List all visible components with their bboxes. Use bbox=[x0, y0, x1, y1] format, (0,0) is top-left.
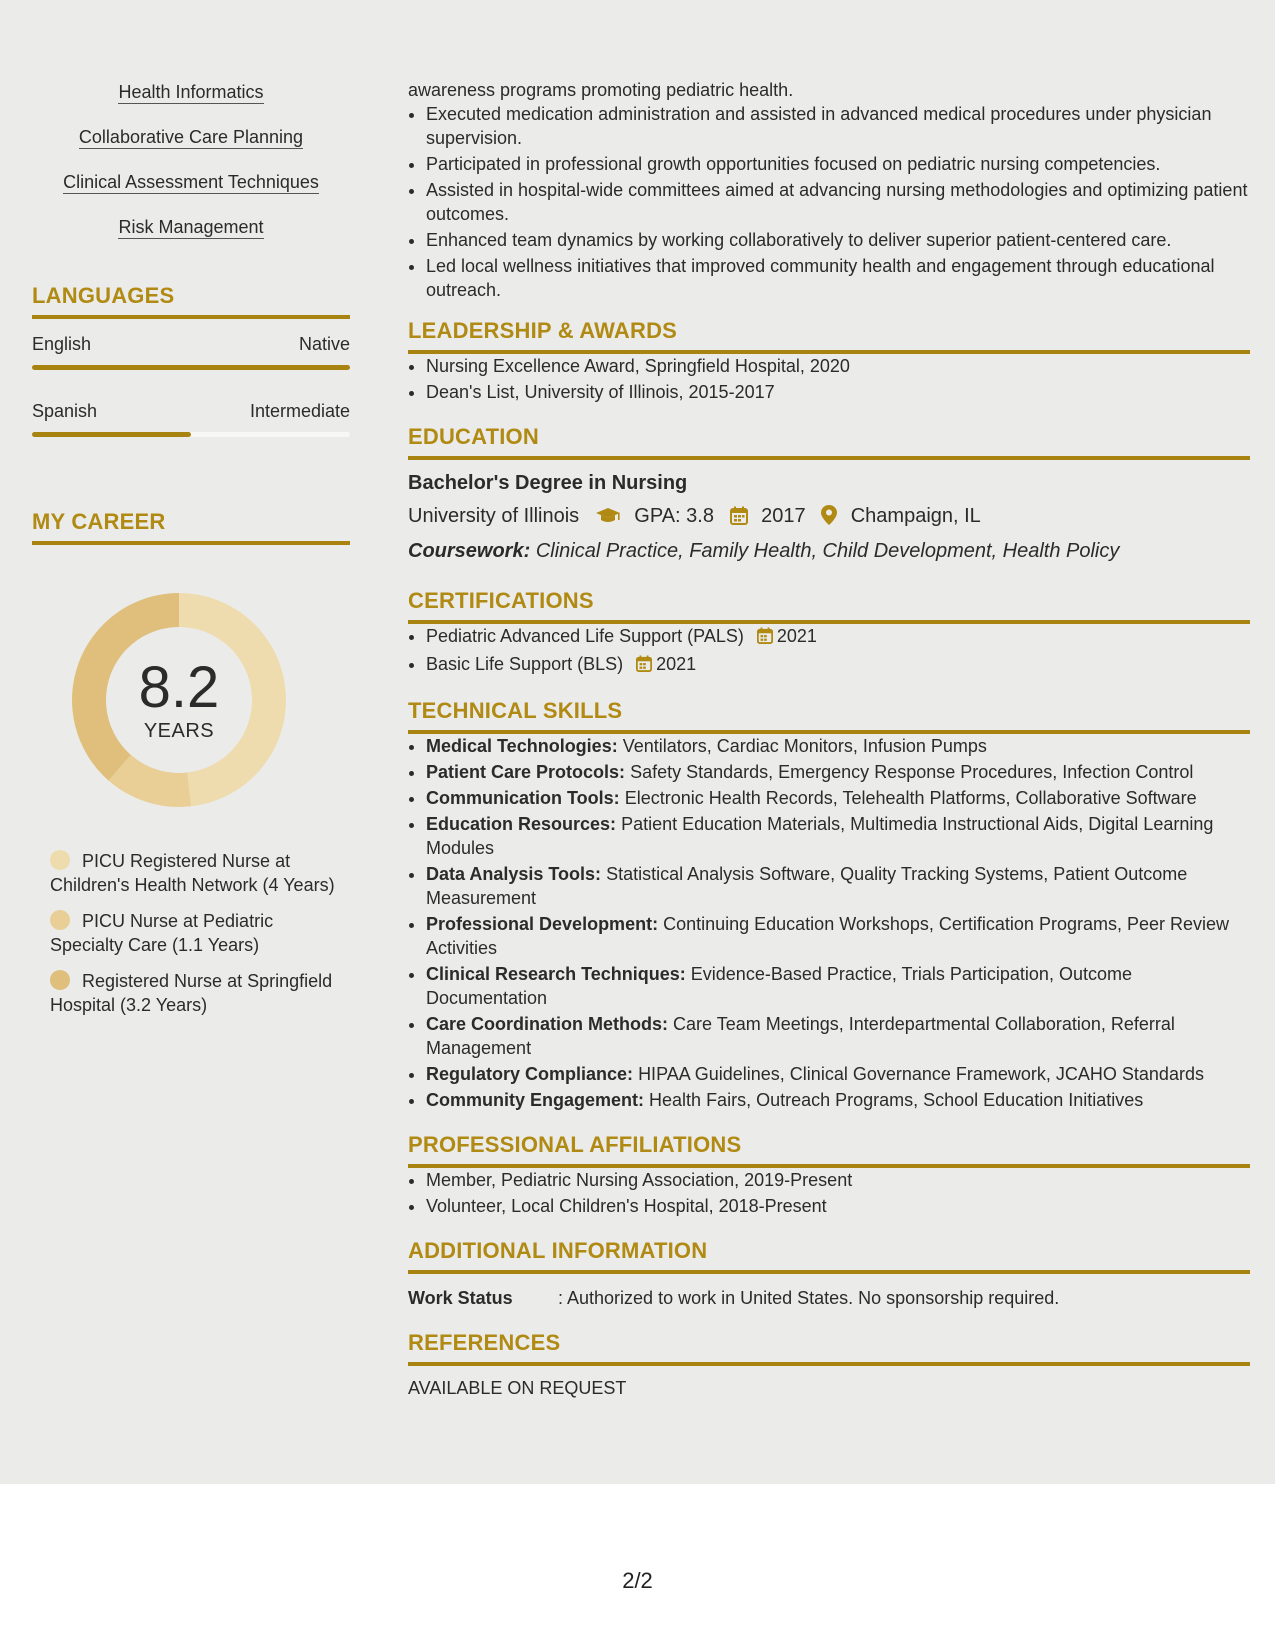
list-item bbox=[426, 1062, 1250, 1086]
language-bar bbox=[32, 365, 350, 370]
skill-label: Care Coordination Methods: bbox=[426, 1014, 668, 1034]
section-rule bbox=[408, 1270, 1250, 1274]
affiliations-list bbox=[408, 1168, 1250, 1218]
leadership-section bbox=[408, 318, 1250, 404]
language-name: English bbox=[32, 334, 92, 354]
list-item: • Dean's List, University of Illinois, 2015-2017 bbox=[426, 380, 1250, 404]
list-item: • Led local wellness initiatives that improved community health and engagement through educational outreach. bbox=[426, 254, 1250, 302]
list-item bbox=[426, 1012, 1250, 1060]
work-status-row bbox=[408, 1286, 1250, 1310]
language-level: Native bbox=[298, 334, 350, 354]
certification-year: 2021 bbox=[776, 626, 817, 646]
language-name: Spanish bbox=[32, 401, 98, 421]
language-row bbox=[32, 400, 350, 422]
experience-continued-line: awareness programs promoting pediatric health. bbox=[408, 80, 794, 100]
education-location: Champaign, IL bbox=[850, 505, 981, 527]
language-bar-fill bbox=[32, 432, 191, 437]
list-item bbox=[426, 624, 1250, 650]
list-item: • Nursing Excellence Award, Springfield Hospital, 2020 bbox=[426, 354, 1250, 378]
list-item bbox=[426, 734, 1250, 758]
leadership-list bbox=[408, 354, 1250, 404]
skill-label: Patient Care Protocols: bbox=[426, 762, 626, 782]
section-rule bbox=[32, 315, 350, 319]
languages-title: LANGUAGES bbox=[32, 283, 175, 308]
skill-value: Patient Education Materials, Multimedia Instructional Aids, Digital Learning Modules bbox=[426, 814, 1214, 858]
language-level: Intermediate bbox=[249, 401, 350, 421]
technical-skills-list bbox=[408, 734, 1250, 1112]
skill-item: Clinical Assessment Techniques bbox=[63, 172, 319, 192]
skill-label: Community Engagement: bbox=[426, 1090, 645, 1110]
legend-dot bbox=[50, 910, 70, 930]
page-number: 2/2 bbox=[622, 1568, 653, 1593]
skill-item: Risk Management bbox=[118, 217, 264, 237]
legend-dot bbox=[50, 970, 70, 990]
list-item bbox=[426, 812, 1250, 860]
skill-label: Medical Technologies: bbox=[426, 736, 618, 756]
section-title: ADDITIONAL INFORMATION bbox=[408, 1238, 708, 1263]
career-total-years: 8.2 bbox=[138, 654, 220, 720]
list-item bbox=[426, 786, 1250, 810]
education-degree: Bachelor's Degree in Nursing bbox=[408, 472, 688, 494]
section-title: PROFESSIONAL AFFILIATIONS bbox=[408, 1132, 742, 1157]
affiliations-section bbox=[408, 1132, 1250, 1218]
skill-value: Continuing Education Workshops, Certification Programs, Peer Review Activities bbox=[426, 914, 1230, 958]
section-rule bbox=[408, 1362, 1250, 1366]
skill-value: Ventilators, Cardiac Monitors, Infusion Pumps bbox=[622, 736, 987, 756]
graduation-cap-icon bbox=[595, 506, 621, 532]
education-year: 2017 bbox=[761, 505, 806, 527]
skill-value: HIPAA Guidelines, Clinical Governance Framework, JCAHO Standards bbox=[638, 1064, 1204, 1084]
list-item bbox=[426, 1088, 1250, 1112]
work-status-value: : Authorized to work in United States. No sponsorship required. bbox=[558, 1288, 1060, 1308]
education-school: University of Illinois bbox=[408, 505, 580, 527]
list-item: • Executed medication administration and assisted in advanced medical procedures under physician supervision. bbox=[426, 102, 1250, 150]
legend-item bbox=[50, 969, 350, 1017]
skill-label: Communication Tools: bbox=[426, 788, 620, 808]
legend-dot bbox=[50, 850, 70, 870]
skill-value: Safety Standards, Emergency Response Procedures, Infection Control bbox=[630, 762, 1194, 782]
career-title: MY CAREER bbox=[32, 509, 166, 534]
career-donut-chart bbox=[64, 585, 294, 815]
list-item: • Member, Pediatric Nursing Association, 2019-Present bbox=[426, 1168, 1250, 1192]
legend-item bbox=[50, 849, 350, 897]
calendar-icon bbox=[636, 654, 652, 678]
certification-year: 2021 bbox=[656, 654, 697, 674]
calendar-icon bbox=[730, 506, 748, 532]
legend-label: PICU Nurse at Pediatric Specialty Care (1.1 Years) bbox=[50, 911, 274, 955]
map-pin-icon bbox=[821, 505, 837, 532]
skill-value: Care Team Meetings, Interdepartmental Collaboration, Referral Management bbox=[426, 1014, 1175, 1058]
legend-label: PICU Registered Nurse at Children's Health Network (4 Years) bbox=[50, 851, 335, 895]
list-item bbox=[426, 962, 1250, 1010]
skill-value: Health Fairs, Outreach Programs, School Education Initiatives bbox=[649, 1090, 1144, 1110]
references-text: AVAILABLE ON REQUEST bbox=[408, 1378, 627, 1398]
languages-section bbox=[32, 283, 350, 437]
certifications-list bbox=[408, 624, 1250, 678]
legend-item bbox=[50, 909, 350, 957]
education-gpa: GPA: 3.8 bbox=[634, 505, 714, 527]
technical-skills-section bbox=[408, 698, 1250, 1112]
coursework-label: Coursework: bbox=[408, 540, 531, 562]
list-item bbox=[426, 652, 1250, 678]
list-item bbox=[426, 760, 1250, 784]
certification-name: Basic Life Support (BLS) bbox=[426, 654, 624, 674]
skill-item: Collaborative Care Planning bbox=[78, 127, 304, 147]
language-row bbox=[32, 333, 350, 355]
language-bar-fill bbox=[32, 365, 350, 370]
section-title: EDUCATION bbox=[408, 424, 539, 449]
list-item: • Volunteer, Local Children's Hospital, 2018-Present bbox=[426, 1194, 1250, 1218]
section-title: REFERENCES bbox=[408, 1330, 561, 1355]
references-section bbox=[408, 1330, 1250, 1399]
education-section bbox=[408, 424, 1250, 564]
experience-bullets bbox=[408, 102, 1250, 302]
skill-value: Statistical Analysis Software, Quality Tracking Systems, Patient Outcome Measurement bbox=[426, 864, 1188, 908]
skill-label: Clinical Research Techniques: bbox=[426, 964, 686, 984]
education-details bbox=[408, 503, 1250, 532]
skill-label: Regulatory Compliance: bbox=[426, 1064, 634, 1084]
section-title: TECHNICAL SKILLS bbox=[408, 698, 623, 723]
skill-label: Education Resources: bbox=[426, 814, 617, 834]
additional-info-section bbox=[408, 1238, 1250, 1310]
skill-label: Data Analysis Tools: bbox=[426, 864, 602, 884]
sidebar bbox=[32, 80, 350, 1029]
career-section bbox=[32, 509, 350, 1017]
section-title: LEADERSHIP & AWARDS bbox=[408, 318, 678, 343]
coursework-value: Clinical Practice, Family Health, Child Development, Health Policy bbox=[535, 540, 1120, 562]
legend-label: Registered Nurse at Springfield Hospital (3.2 Years) bbox=[50, 971, 333, 1015]
skill-item: Health Informatics bbox=[118, 82, 264, 102]
certifications-section bbox=[408, 588, 1250, 678]
list-item bbox=[426, 912, 1250, 960]
list-item: • Assisted in hospital-wide committees aimed at advancing nursing methodologies and optimizing patient outcomes. bbox=[426, 178, 1250, 226]
list-item: • Enhanced team dynamics by working collaboratively to deliver superior patient-centered care. bbox=[426, 228, 1250, 252]
skill-label: Professional Development: bbox=[426, 914, 659, 934]
skill-value: Evidence-Based Practice, Trials Participation, Outcome Documentation bbox=[426, 964, 1132, 1008]
section-rule bbox=[408, 456, 1250, 460]
list-item bbox=[426, 862, 1250, 910]
career-unit: YEARS bbox=[143, 719, 215, 742]
education-coursework bbox=[408, 538, 1250, 564]
work-status-label: Work Status bbox=[408, 1288, 513, 1308]
career-legend bbox=[32, 849, 350, 1017]
skill-value: Electronic Health Records, Telehealth Platforms, Collaborative Software bbox=[624, 788, 1197, 808]
language-bar bbox=[32, 432, 350, 437]
donut-center bbox=[64, 585, 294, 815]
list-item: • Participated in professional growth opportunities focused on pediatric nursing competencies. bbox=[426, 152, 1250, 176]
section-title: CERTIFICATIONS bbox=[408, 588, 594, 613]
main-content bbox=[408, 78, 1250, 1399]
section-rule bbox=[32, 541, 350, 545]
certification-name: Pediatric Advanced Life Support (PALS) bbox=[426, 626, 744, 646]
calendar-icon bbox=[757, 626, 773, 650]
skills-list bbox=[32, 80, 350, 241]
